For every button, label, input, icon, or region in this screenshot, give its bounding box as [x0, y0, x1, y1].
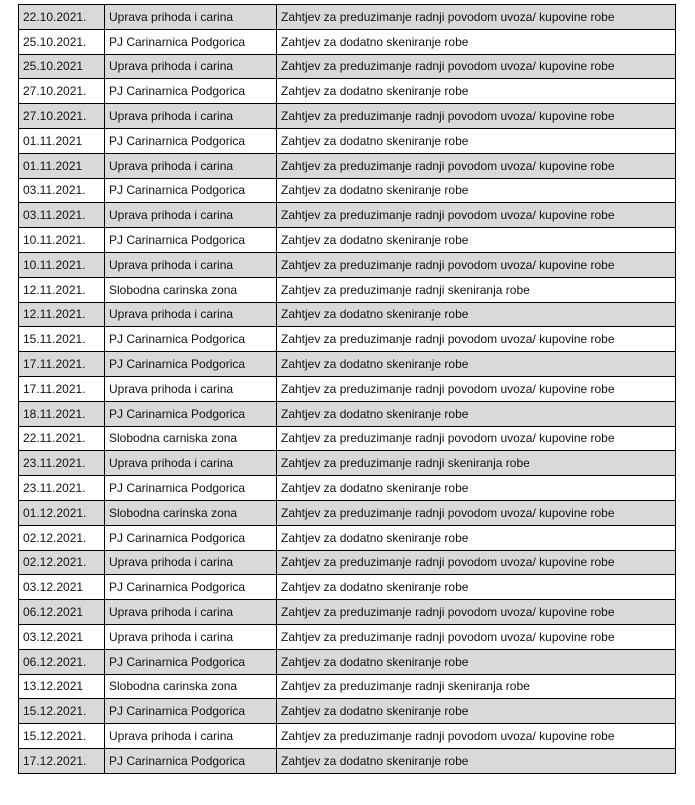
request-cell: Zahtjev za dodatno skeniranje robe [277, 128, 676, 153]
date-cell: 23.11.2021. [19, 476, 105, 501]
request-cell: Zahtjev za dodatno skeniranje robe [277, 575, 676, 600]
institution-cell: Uprava prihoda i carina [105, 724, 277, 749]
request-cell: Zahtjev za dodatno skeniranje robe [277, 228, 676, 253]
request-cell: Zahtjev za preduzimanje radnji skeniranja robe [277, 451, 676, 476]
request-cell: Zahtjev za preduzimanje radnji povodom uvoza/ kupovine robe [277, 153, 676, 178]
table-row [19, 352, 676, 377]
date-cell: 03.11.2021. [19, 203, 105, 228]
request-cell: Zahtjev za dodatno skeniranje robe [277, 178, 676, 203]
date-cell: 01.11.2021 [19, 153, 105, 178]
table-row [19, 600, 676, 625]
institution-cell: PJ Carinarnica Podgorica [105, 699, 277, 724]
date-cell: 17.11.2021. [19, 352, 105, 377]
institution-cell: Uprava prihoda i carina [105, 600, 277, 625]
table-row [19, 178, 676, 203]
request-cell: Zahtjev za dodatno skeniranje robe [277, 649, 676, 674]
table-row [19, 401, 676, 426]
institution-cell: Slobodna carniska zona [105, 426, 277, 451]
table-row [19, 525, 676, 550]
table-row [19, 277, 676, 302]
request-cell: Zahtjev za preduzimanje radnji povodom uvoza/ kupovine robe [277, 550, 676, 575]
institution-cell: PJ Carinarnica Podgorica [105, 748, 277, 773]
date-cell: 17.12.2021. [19, 748, 105, 773]
institution-cell: Uprava prihoda i carina [105, 203, 277, 228]
date-cell: 03.11.2021. [19, 178, 105, 203]
institution-cell: Uprava prihoda i carina [105, 302, 277, 327]
institution-cell: PJ Carinarnica Podgorica [105, 178, 277, 203]
date-cell: 15.11.2021. [19, 327, 105, 352]
date-cell: 15.12.2021. [19, 699, 105, 724]
request-cell: Zahtjev za dodatno skeniranje robe [277, 352, 676, 377]
date-cell: 22.10.2021. [19, 5, 105, 30]
date-cell: 13.12.2021 [19, 674, 105, 699]
request-cell: Zahtjev za dodatno skeniranje robe [277, 748, 676, 773]
request-cell: Zahtjev za dodatno skeniranje robe [277, 29, 676, 54]
table-row [19, 228, 676, 253]
date-cell: 10.11.2021. [19, 252, 105, 277]
date-cell: 02.12.2021. [19, 550, 105, 575]
institution-cell: Uprava prihoda i carina [105, 153, 277, 178]
table-row [19, 724, 676, 749]
request-cell: Zahtjev za preduzimanje radnji povodom uvoza/ kupovine robe [277, 104, 676, 129]
table-row [19, 79, 676, 104]
date-cell: 12.11.2021. [19, 277, 105, 302]
date-cell: 06.12.2021 [19, 600, 105, 625]
institution-cell: PJ Carinarnica Podgorica [105, 525, 277, 550]
table-row [19, 649, 676, 674]
date-cell: 15.12.2021. [19, 724, 105, 749]
institution-cell: PJ Carinarnica Podgorica [105, 476, 277, 501]
request-cell: Zahtjev za preduzimanje radnji povodom uvoza/ kupovine robe [277, 5, 676, 30]
request-cell: Zahtjev za dodatno skeniranje robe [277, 302, 676, 327]
request-cell: Zahtjev za preduzimanje radnji povodom uvoza/ kupovine robe [277, 327, 676, 352]
table-row [19, 699, 676, 724]
institution-cell: Slobodna carinska zona [105, 277, 277, 302]
institution-cell: Uprava prihoda i carina [105, 104, 277, 129]
institution-cell: PJ Carinarnica Podgorica [105, 327, 277, 352]
request-cell: Zahtjev za preduzimanje radnji povodom uvoza/ kupovine robe [277, 500, 676, 525]
request-cell: Zahtjev za preduzimanje radnji povodom uvoza/ kupovine robe [277, 600, 676, 625]
table-row [19, 500, 676, 525]
request-cell: Zahtjev za dodatno skeniranje robe [277, 476, 676, 501]
table-row [19, 674, 676, 699]
date-cell: 01.11.2021 [19, 128, 105, 153]
date-cell: 06.12.2021. [19, 649, 105, 674]
institution-cell: Uprava prihoda i carina [105, 376, 277, 401]
request-cell: Zahtjev za preduzimanje radnji povodom uvoza/ kupovine robe [277, 376, 676, 401]
table-row [19, 575, 676, 600]
date-cell: 17.11.2021. [19, 376, 105, 401]
date-cell: 25.10.2021. [19, 29, 105, 54]
table-row [19, 203, 676, 228]
table-row [19, 29, 676, 54]
request-cell: Zahtjev za preduzimanje radnji povodom uvoza/ kupovine robe [277, 426, 676, 451]
date-cell: 12.11.2021. [19, 302, 105, 327]
institution-cell: Slobodna carinska zona [105, 500, 277, 525]
table-row [19, 5, 676, 30]
table-row [19, 624, 676, 649]
table-row [19, 104, 676, 129]
request-cell: Zahtjev za dodatno skeniranje robe [277, 79, 676, 104]
table-row [19, 451, 676, 476]
date-cell: 18.11.2021. [19, 401, 105, 426]
institution-cell: PJ Carinarnica Podgorica [105, 228, 277, 253]
table-row [19, 302, 676, 327]
request-cell: Zahtjev za dodatno skeniranje robe [277, 525, 676, 550]
date-cell: 01.12.2021. [19, 500, 105, 525]
table-row [19, 54, 676, 79]
date-cell: 27.10.2021. [19, 79, 105, 104]
institution-cell: PJ Carinarnica Podgorica [105, 401, 277, 426]
table-row [19, 748, 676, 773]
institution-cell: Slobodna carinska zona [105, 674, 277, 699]
institution-cell: PJ Carinarnica Podgorica [105, 649, 277, 674]
institution-cell: PJ Carinarnica Podgorica [105, 575, 277, 600]
table-row [19, 550, 676, 575]
date-cell: 03.12.2021 [19, 624, 105, 649]
date-cell: 10.11.2021. [19, 228, 105, 253]
request-cell: Zahtjev za dodatno skeniranje robe [277, 699, 676, 724]
institution-cell: Uprava prihoda i carina [105, 54, 277, 79]
requests-table [18, 4, 676, 774]
date-cell: 02.12.2021. [19, 525, 105, 550]
institution-cell: PJ Carinarnica Podgorica [105, 352, 277, 377]
institution-cell: Uprava prihoda i carina [105, 252, 277, 277]
institution-cell: PJ Carinarnica Podgorica [105, 29, 277, 54]
date-cell: 03.12.2021 [19, 575, 105, 600]
request-cell: Zahtjev za preduzimanje radnji povodom uvoza/ kupovine robe [277, 54, 676, 79]
date-cell: 22.11.2021. [19, 426, 105, 451]
request-cell: Zahtjev za preduzimanje radnji povodom uvoza/ kupovine robe [277, 203, 676, 228]
table-row [19, 476, 676, 501]
request-cell: Zahtjev za preduzimanje radnji povodom uvoza/ kupovine robe [277, 724, 676, 749]
table-row [19, 376, 676, 401]
request-cell: Zahtjev za preduzimanje radnji skeniranja robe [277, 674, 676, 699]
request-cell: Zahtjev za preduzimanje radnji skeniranja robe [277, 277, 676, 302]
request-cell: Zahtjev za preduzimanje radnji povodom uvoza/ kupovine robe [277, 252, 676, 277]
request-cell: Zahtjev za dodatno skeniranje robe [277, 401, 676, 426]
table-body [19, 5, 676, 774]
table-row [19, 153, 676, 178]
table-row [19, 327, 676, 352]
institution-cell: Uprava prihoda i carina [105, 5, 277, 30]
request-cell: Zahtjev za preduzimanje radnji povodom uvoza/ kupovine robe [277, 624, 676, 649]
institution-cell: PJ Carinarnica Podgorica [105, 128, 277, 153]
institution-cell: Uprava prihoda i carina [105, 550, 277, 575]
institution-cell: Uprava prihoda i carina [105, 451, 277, 476]
institution-cell: PJ Carinarnica Podgorica [105, 79, 277, 104]
table-row [19, 426, 676, 451]
table-row [19, 252, 676, 277]
table-row [19, 128, 676, 153]
institution-cell: Uprava prihoda i carina [105, 624, 277, 649]
date-cell: 23.11.2021. [19, 451, 105, 476]
date-cell: 25.10.2021 [19, 54, 105, 79]
date-cell: 27.10.2021. [19, 104, 105, 129]
